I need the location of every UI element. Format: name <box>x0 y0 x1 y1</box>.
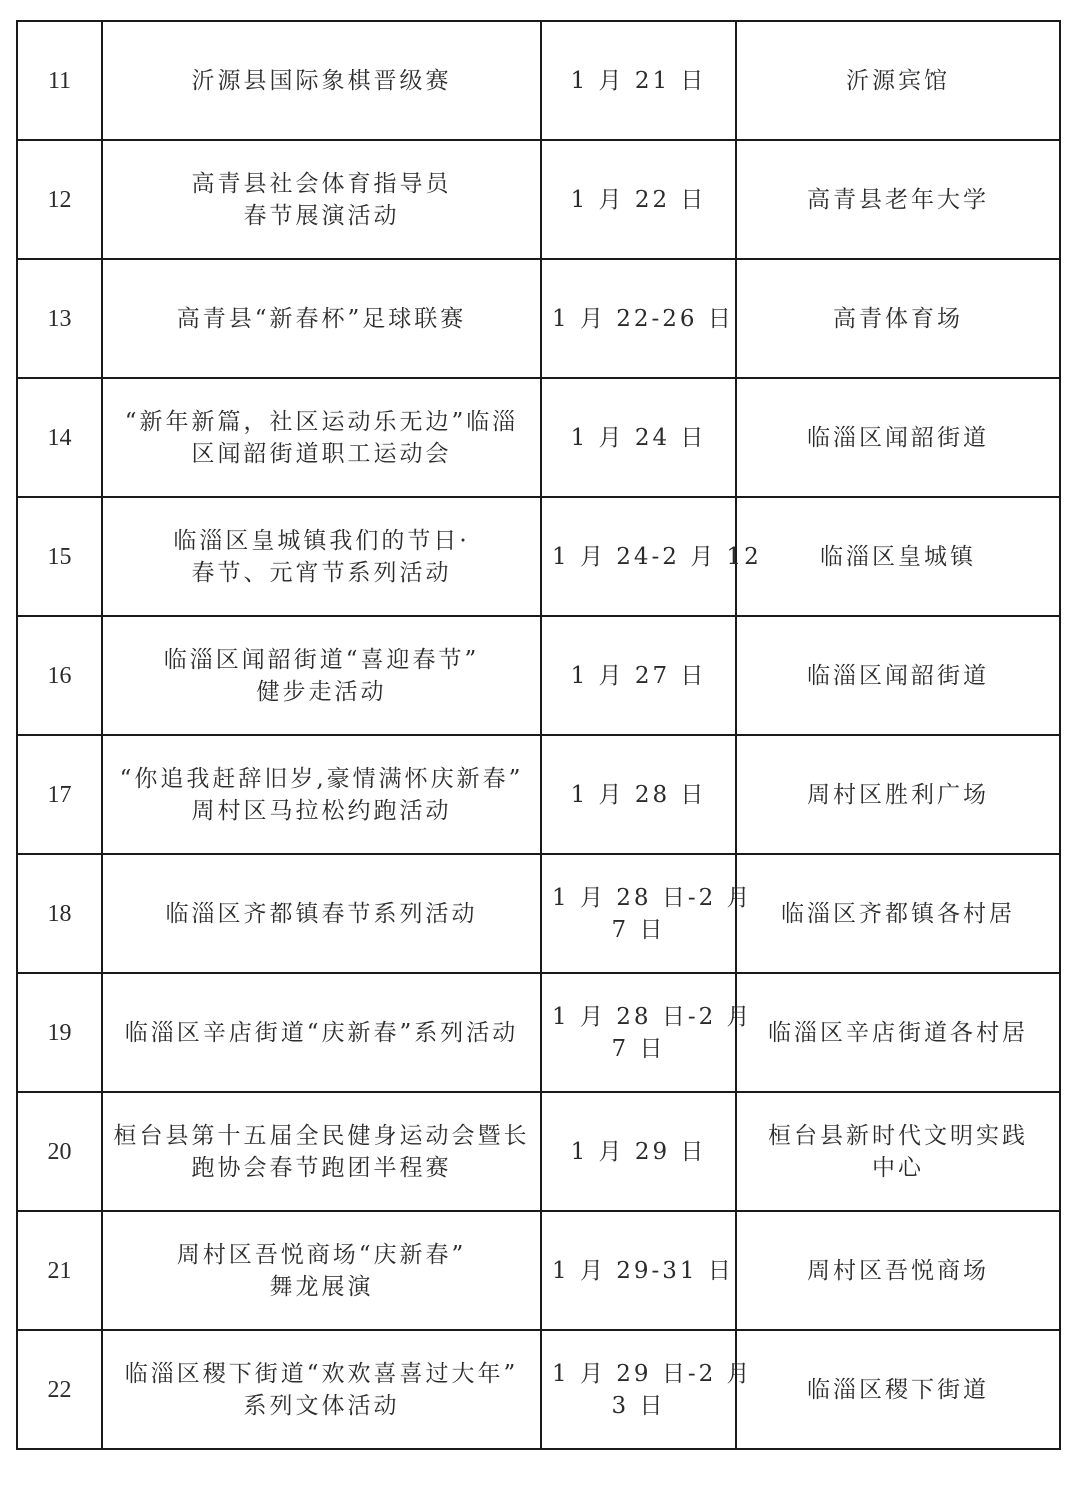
event-name-line: 系列文体活动 <box>243 1392 400 1419</box>
table-row <box>17 735 1060 854</box>
event-place-cell <box>736 973 1060 1092</box>
event-place-line: 周村区吾悦商场 <box>807 1257 989 1284</box>
event-name-line: 桓台县第十五届全民健身运动会暨长 <box>113 1122 530 1149</box>
table-row <box>17 854 1060 973</box>
event-place-cell <box>736 1330 1060 1449</box>
table-row <box>17 1211 1060 1330</box>
row-number: 22 <box>17 1330 102 1449</box>
row-number: 21 <box>17 1211 102 1330</box>
event-place-cell <box>736 497 1060 616</box>
event-name-cell <box>102 616 541 735</box>
event-name-line: 周村区吾悦商场“庆新春” <box>176 1241 467 1268</box>
event-date-cell <box>541 21 736 140</box>
event-date-line: 7 日 <box>611 1035 666 1062</box>
event-date-cell <box>541 259 736 378</box>
event-name-cell <box>102 1330 541 1449</box>
event-place-cell <box>736 259 1060 378</box>
event-place-cell <box>736 378 1060 497</box>
event-date-cell <box>541 1092 736 1211</box>
event-place-line: 高青体育场 <box>833 305 963 332</box>
event-name-line: 春节、元宵节系列活动 <box>191 559 452 586</box>
row-number: 12 <box>17 140 102 259</box>
event-place-cell <box>736 854 1060 973</box>
event-name-line: 春节展演活动 <box>243 202 400 229</box>
event-date-line: 1 月 22 日 <box>570 186 707 213</box>
event-date-line: 1 月 29 日-2 月 <box>552 1360 753 1387</box>
event-name-line: 周村区马拉松约跑活动 <box>191 797 452 824</box>
event-name-line: 临淄区皇城镇我们的节日· <box>173 527 470 554</box>
event-place-cell <box>736 735 1060 854</box>
row-number: 13 <box>17 259 102 378</box>
event-place-line: 沂源宾馆 <box>846 67 950 94</box>
event-table-container <box>16 20 1059 1450</box>
event-place-line: 临淄区闻韶街道 <box>807 662 989 689</box>
event-name-cell <box>102 378 541 497</box>
table-row <box>17 1330 1060 1449</box>
event-name-line: 临淄区稷下街道“欢欢喜喜过大年” <box>124 1360 519 1387</box>
row-number: 15 <box>17 497 102 616</box>
event-date-cell <box>541 735 736 854</box>
event-name-line: 临淄区闻韶街道“喜迎春节” <box>163 646 480 673</box>
row-number: 16 <box>17 616 102 735</box>
event-place-line: 桓台县新时代文明实践 <box>768 1122 1028 1149</box>
event-date-line: 1 月 27 日 <box>570 662 707 689</box>
event-place-line: 临淄区辛店街道各村居 <box>768 1019 1028 1046</box>
event-name-line: 临淄区齐都镇春节系列活动 <box>165 900 478 927</box>
row-number: 11 <box>17 21 102 140</box>
event-date-cell <box>541 378 736 497</box>
event-place-line: 临淄区皇城镇 <box>820 543 976 570</box>
event-date-line: 7 日 <box>611 916 666 943</box>
event-place-line: 高青县老年大学 <box>807 186 989 213</box>
row-number: 18 <box>17 854 102 973</box>
event-place-cell <box>736 140 1060 259</box>
event-schedule-table <box>16 20 1061 1450</box>
event-name-cell <box>102 735 541 854</box>
event-date-line: 1 月 28 日 <box>570 781 707 808</box>
table-row <box>17 21 1060 140</box>
event-name-line: “新年新篇，社区运动乐无边”临淄 <box>124 408 519 435</box>
event-name-line: 区闻韶街道职工运动会 <box>191 440 452 467</box>
table-row <box>17 497 1060 616</box>
event-place-cell <box>736 616 1060 735</box>
event-place-line: 中心 <box>872 1154 924 1181</box>
event-name-line: 舞龙展演 <box>269 1273 374 1300</box>
event-name-cell <box>102 21 541 140</box>
event-name-cell <box>102 1211 541 1330</box>
row-number: 17 <box>17 735 102 854</box>
event-name-line: 临淄区辛店街道“庆新春”系列活动 <box>124 1019 519 1046</box>
event-name-cell <box>102 259 541 378</box>
event-name-cell <box>102 1092 541 1211</box>
event-date-line: 1 月 21 日 <box>570 67 707 94</box>
event-date-line: 1 月 28 日-2 月 <box>552 884 753 911</box>
event-name-line: 跑协会春节跑团半程赛 <box>191 1154 452 1181</box>
table-row <box>17 259 1060 378</box>
table-row <box>17 378 1060 497</box>
event-name-cell <box>102 973 541 1092</box>
event-name-line: 健步走活动 <box>256 678 387 705</box>
event-date-cell <box>541 1211 736 1330</box>
table-row <box>17 140 1060 259</box>
event-place-cell <box>736 1092 1060 1211</box>
event-name-cell <box>102 497 541 616</box>
event-date-cell <box>541 1330 753 1449</box>
event-date-cell <box>541 497 762 616</box>
event-name-cell <box>102 140 541 259</box>
event-date-line: 1 月 29 日 <box>570 1138 707 1165</box>
table-row <box>17 616 1060 735</box>
event-date-cell <box>541 854 753 973</box>
table-body <box>17 21 1060 1449</box>
table-row <box>17 973 1060 1092</box>
event-date-cell <box>541 140 736 259</box>
event-place-line: 临淄区稷下街道 <box>807 1376 989 1403</box>
event-name-line: 高青县社会体育指导员 <box>191 170 452 197</box>
table-row <box>17 1092 1060 1211</box>
event-name-line: 沂源县国际象棋晋级赛 <box>191 67 452 94</box>
event-name-cell <box>102 854 541 973</box>
event-place-cell <box>736 21 1060 140</box>
event-place-line: 临淄区齐都镇各村居 <box>781 900 1015 927</box>
event-date-line: 1 月 24-2 月 12 <box>552 543 762 570</box>
event-date-line: 1 月 28 日-2 月 <box>552 1003 753 1030</box>
event-name-line: 高青县“新春杯”足球联赛 <box>176 305 467 332</box>
event-name-line: “你追我赶辞旧岁,豪情满怀庆新春” <box>119 765 524 792</box>
row-number: 14 <box>17 378 102 497</box>
event-date-line: 1 月 24 日 <box>570 424 707 451</box>
event-place-line: 临淄区闻韶街道 <box>807 424 989 451</box>
event-date-line: 1 月 29-31 日 <box>552 1257 734 1284</box>
row-number: 20 <box>17 1092 102 1211</box>
event-date-line: 3 日 <box>611 1392 666 1419</box>
event-date-cell <box>541 616 736 735</box>
row-number: 19 <box>17 973 102 1092</box>
event-place-cell <box>736 1211 1060 1330</box>
event-place-line: 周村区胜利广场 <box>807 781 989 808</box>
event-date-cell <box>541 973 753 1092</box>
event-date-line: 1 月 22-26 日 <box>552 305 734 332</box>
